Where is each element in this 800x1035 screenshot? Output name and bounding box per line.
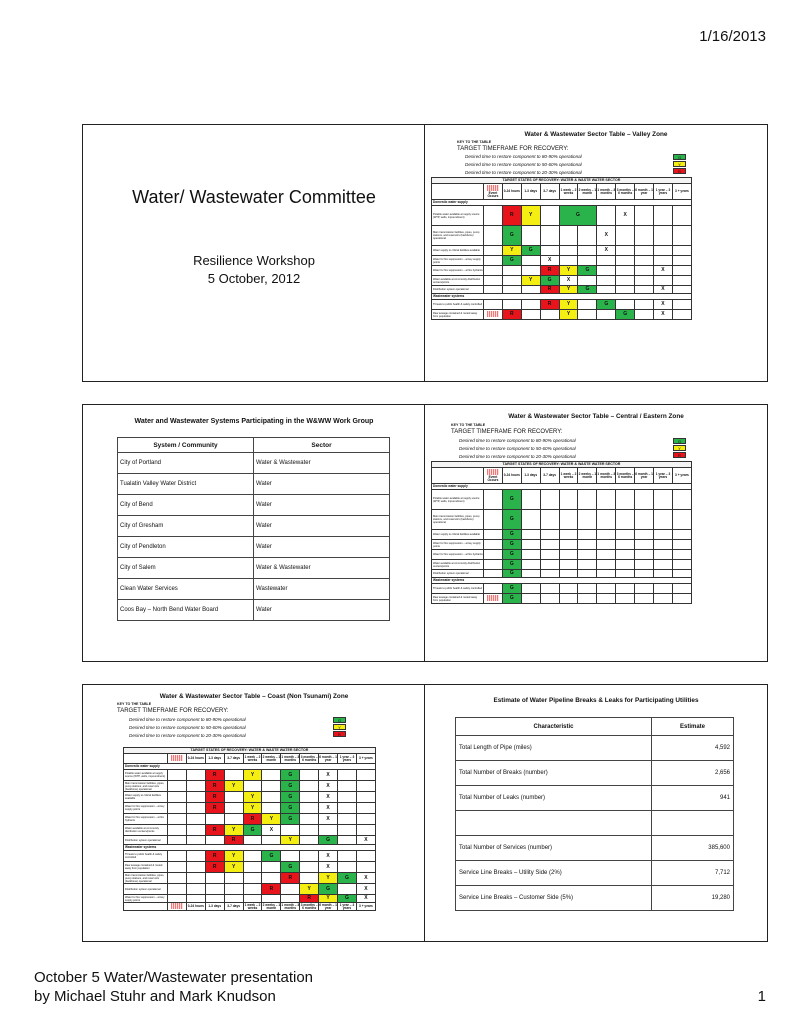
col-header: 2 weeks – 1 month [262, 754, 281, 762]
status-cell: G [578, 286, 597, 294]
status-cell: G [281, 781, 300, 792]
row-label: Water for fire suppression – at key supply points [124, 803, 168, 814]
col-header: 6 month – 1 year [635, 184, 654, 200]
col-header: 3 + years [672, 468, 691, 484]
row-label: Distribution system operational [432, 286, 484, 294]
slide-participating-systems [82, 404, 426, 662]
col-header-label: Event Occurs [487, 475, 499, 482]
status-cell: G [281, 792, 300, 803]
row-label: Water for fire suppression – at fire hydrants [432, 550, 484, 560]
slide-title-heading: Water/ Wastewater Committee [132, 187, 376, 207]
x-mark: X [319, 814, 338, 825]
row-label: Water available at community distribution centers/points [432, 276, 484, 286]
status-cell: Y [243, 792, 262, 803]
estimate: 2,656 [652, 761, 734, 786]
recovery-grid [431, 177, 692, 320]
system-sector: Water [254, 537, 390, 558]
estimate: 7,712 [652, 861, 734, 886]
status-cell: R [205, 792, 224, 803]
x-mark: X [654, 286, 673, 294]
key-line-green: Desired time to restore component to 80-90% operational [459, 438, 576, 443]
x-mark: X [319, 851, 338, 862]
col-header: 6 month – 1 year [635, 468, 654, 484]
key-line-red: Desired time to restore component to 20-30% operational [465, 170, 582, 175]
status-cell: Y [281, 836, 300, 845]
col-header: 1 year – 3 years [654, 184, 673, 200]
slide-coast-zone [82, 684, 426, 942]
col-header: 1-3 days [521, 184, 540, 200]
estimate: 385,600 [652, 836, 734, 861]
col-footer: 1 week – 2 weeks [244, 902, 261, 910]
key-swatch-green: G [673, 154, 686, 160]
slide-heading: Water and Wastewater Systems Participating in the W&WW Work Group [134, 418, 374, 425]
estimates-table [455, 717, 734, 911]
status-cell: G [502, 594, 521, 604]
status-cell: R [205, 770, 224, 781]
col-header: 2 weeks – 1 month [578, 184, 597, 200]
grid-caption: TARGET STATES OF RECOVERY: WATER & WASTE WATER SECTOR [432, 462, 692, 468]
status-cell: R [502, 310, 521, 320]
col-footer [168, 903, 187, 911]
status-cell: Y [559, 286, 578, 294]
key-line-green: Desired time to restore component to 80-90% operational [465, 154, 582, 159]
key-line-green: Desired time to restore component to 80-90% operational [129, 717, 246, 722]
table-row [118, 453, 390, 474]
row-label: Water for fire suppression – at key supply points [432, 256, 484, 266]
status-cell: Y [243, 803, 262, 814]
recovery-grid [123, 747, 376, 911]
x-mark: X [356, 895, 375, 903]
status-cell: G [319, 884, 338, 895]
col-header: 0-24 hours [502, 184, 521, 200]
col-header: 1 month – 3 months [597, 468, 616, 484]
slide-heading: Estimate of Water Pipeline Breaks & Leaks for Participating Utilities [493, 697, 699, 704]
status-cell: G [502, 226, 521, 246]
print-date: 1/16/2013 [699, 28, 766, 45]
x-mark: X [654, 266, 673, 276]
workshop-name: Resilience Workshop [193, 253, 315, 268]
status-cell: G [502, 540, 521, 550]
col-header: 1 week – 2 weeks [559, 184, 578, 200]
section-wastewater: Wastewater systems [432, 294, 692, 300]
system-sector: Water & Wastewater [254, 453, 390, 474]
page-number: 1 [757, 988, 766, 1005]
x-mark: X [356, 873, 375, 884]
status-cell: R [205, 862, 224, 873]
system-name: Tualatin Valley Water District [118, 474, 254, 495]
status-cell: G [281, 770, 300, 781]
key-line-red: Desired time to restore component to 20-30% operational [129, 733, 246, 738]
x-mark: X [597, 226, 616, 246]
table-row [118, 516, 390, 537]
key-line-yellow: Desired time to restore component to 50-60% operational [459, 446, 576, 451]
x-mark: X [654, 310, 673, 320]
x-mark: X [319, 792, 338, 803]
table-row [118, 558, 390, 579]
section-wastewater: Wastewater systems [432, 578, 692, 584]
status-cell: Y [224, 862, 243, 873]
table-row [456, 761, 734, 786]
col-header [168, 754, 187, 764]
system-name: City of Salem [118, 558, 254, 579]
estimate: 941 [652, 786, 734, 811]
system-sector: Water [254, 474, 390, 495]
status-cell: Y [521, 206, 540, 226]
table-row [456, 786, 734, 811]
col-footer: 6 month – 1 year [319, 902, 337, 910]
col-header: 3-7 days [224, 754, 243, 764]
status-cell: G [243, 825, 262, 836]
key-target: TARGET TIMEFRAME FOR RECOVERY: [117, 708, 229, 714]
status-cell: G [281, 862, 300, 873]
slide-title-subtitle [83, 252, 425, 288]
x-mark: X [654, 300, 673, 310]
x-mark: X [262, 825, 281, 836]
slide-heading: Water & Wastewater Sector Table – Valley Zone [524, 131, 668, 138]
system-sector: Water & Wastewater [254, 558, 390, 579]
col-header: 1 month – 3 months [597, 184, 616, 200]
col-header-estimate: Estimate [652, 718, 734, 736]
key-target: TARGET TIMEFRAME FOR RECOVERY: [451, 429, 563, 435]
status-cell: G [281, 814, 300, 825]
row-label: Water supply to critical facilities available [432, 530, 484, 540]
status-cell: G [262, 851, 281, 862]
workshop-date: 5 October, 2012 [207, 271, 301, 286]
col-header-system: System / Community [118, 438, 254, 453]
system-sector: Water [254, 600, 390, 621]
x-mark: X [356, 836, 375, 845]
key-swatch-yellow: Y [673, 445, 686, 451]
row-label: Water supply to critical facilities available [124, 792, 168, 803]
table-row [118, 495, 390, 516]
status-cell: G [502, 510, 521, 530]
event-stamp [487, 595, 499, 601]
grid-corner [124, 754, 168, 764]
table-row [456, 836, 734, 861]
slide-heading: Water & Wastewater Sector Table – Central / Eastern Zone [508, 413, 684, 420]
key-heading: KEY TO THE TABLE [451, 423, 486, 427]
status-cell: G [502, 530, 521, 540]
estimate [652, 811, 734, 836]
status-cell: R [502, 206, 521, 226]
col-header: 3 months – 6 months [300, 754, 318, 762]
row-label: Raw sewage contained & routed away from population [124, 862, 168, 873]
status-cell: G [616, 310, 635, 320]
row-label: Potable water available at supply source (WTP, wells, impoundment) [124, 770, 168, 781]
status-cell: Y [319, 873, 338, 884]
systems-table [117, 437, 390, 621]
col-header: 1 week – 2 weeks [244, 754, 261, 762]
grid-caption: TARGET STATES OF RECOVERY: WATER & WASTE WATER SECTOR [432, 178, 692, 184]
status-cell: G [502, 584, 521, 594]
section-domestic: Domestic water supply [432, 200, 692, 206]
col-header: 0-24 hours [502, 468, 521, 484]
col-header: 1 month – 3 months [281, 754, 300, 762]
status-cell: Y [559, 300, 578, 310]
section-domestic: Domestic water supply [124, 764, 376, 770]
col-header [484, 468, 503, 484]
status-cell: R [300, 895, 319, 903]
key-line-yellow: Desired time to restore component to 50-60% operational [129, 725, 246, 730]
grid-corner [432, 468, 484, 484]
system-sector: Wastewater [254, 579, 390, 600]
col-header: 3 months – 6 months [616, 468, 635, 484]
status-cell: G [540, 276, 559, 286]
status-cell: R [205, 803, 224, 814]
row-label: Water for fire suppression – at key supply points [432, 540, 484, 550]
status-cell: R [243, 814, 262, 825]
table-row [456, 811, 734, 836]
status-cell: G [559, 206, 597, 226]
status-cell: Y [224, 825, 243, 836]
row-label: Potable water available at supply source (WTP, wells, impoundment) [432, 490, 484, 510]
col-header: 1-3 days [521, 468, 540, 484]
col-header: 3-7 days [540, 184, 559, 200]
grid-corner [124, 903, 168, 911]
characteristic: Service Line Breaks – Customer Side (5%) [456, 886, 652, 911]
col-header: 3-7 days [540, 468, 559, 484]
row-label: Water available at community distribution centers/points [124, 825, 168, 836]
status-cell: Y [224, 851, 243, 862]
table-row [118, 474, 390, 495]
x-mark: X [597, 246, 616, 256]
table-row [118, 579, 390, 600]
status-cell: Y [224, 781, 243, 792]
key-swatch-red: R [333, 731, 346, 737]
status-cell: G [338, 895, 357, 903]
table-row [456, 736, 734, 761]
status-cell: G [502, 570, 521, 578]
status-cell: G [502, 490, 521, 510]
status-cell: R [281, 873, 300, 884]
col-footer: 1 year – 3 years [338, 903, 357, 911]
event-stamp [171, 755, 183, 761]
table-row [456, 886, 734, 911]
status-cell: Y [502, 246, 521, 256]
system-name: City of Pendleton [118, 537, 254, 558]
col-header-label: Event Occurs [487, 191, 499, 198]
event-stamp [171, 903, 183, 909]
table-row [118, 600, 390, 621]
status-cell: Y [559, 266, 578, 276]
col-footer: 3 months – 6 months [300, 902, 318, 910]
system-name: Clean Water Services [118, 579, 254, 600]
col-footer: 1-3 days [205, 903, 224, 911]
status-cell: G [319, 836, 338, 845]
row-label: Water supply to critical facilities available [432, 246, 484, 256]
col-header: 1 week – 2 weeks [559, 468, 578, 484]
row-label: Distribution system operational [432, 570, 484, 578]
col-header: 1 year – 3 years [654, 468, 673, 484]
row-label: Distribution system operational [124, 836, 168, 845]
x-mark: X [559, 276, 578, 286]
col-header: 6 month – 1 year [319, 754, 337, 762]
system-name: City of Bend [118, 495, 254, 516]
col-footer: 0-24 hours [186, 903, 205, 911]
characteristic [456, 811, 652, 836]
event-stamp [487, 311, 499, 317]
section-domestic: Domestic water supply [432, 484, 692, 490]
system-name: City of Portland [118, 453, 254, 474]
characteristic: Service Line Breaks – Utility Side (2%) [456, 861, 652, 886]
status-cell: G [597, 300, 616, 310]
col-header: 0-24 hours [186, 754, 205, 764]
row-label: Distribution system operational [124, 884, 168, 895]
key-heading: KEY TO THE TABLE [457, 140, 492, 144]
status-cell: G [281, 803, 300, 814]
row-label: Raw sewage contained & routed away from population [432, 310, 484, 320]
row-label: Main transmission facilities, pipes, pump stations, and reservoirs (backbone) operational [124, 873, 168, 884]
x-mark: X [319, 862, 338, 873]
characteristic: Total Length of Pipe (miles) [456, 736, 652, 761]
status-cell: Y [300, 884, 319, 895]
system-name: City of Gresham [118, 516, 254, 537]
col-header: 3 months – 6 months [616, 184, 635, 200]
x-mark: X [540, 256, 559, 266]
footer-line-1: October 5 Water/Wastewater presentation [34, 969, 314, 986]
status-cell: R [205, 825, 224, 836]
col-header: 3 + years [356, 754, 375, 764]
row-label: Main transmission facilities, pipes, pump stations, and reservoirs (backbone) operational [432, 510, 484, 530]
col-header: 3 + years [672, 184, 691, 200]
col-header: 2 weeks – 1 month [578, 468, 597, 484]
grid-caption: TARGET STATES OF RECOVERY: WATER & WASTE WATER SECTOR [124, 748, 376, 754]
status-cell: R [540, 266, 559, 276]
slide-valley-zone [424, 124, 768, 382]
key-target: TARGET TIMEFRAME FOR RECOVERY: [457, 146, 569, 152]
status-cell: Y [319, 895, 338, 903]
status-cell: R [205, 781, 224, 792]
system-name: Coos Bay – North Bend Water Board [118, 600, 254, 621]
col-header [484, 184, 503, 200]
slide-title [82, 124, 426, 382]
footer-line-2: by Michael Stuhr and Mark Knudson [34, 988, 276, 1005]
estimate: 4,592 [652, 736, 734, 761]
status-cell: G [578, 266, 597, 276]
status-cell: R [540, 300, 559, 310]
status-cell: G [502, 550, 521, 560]
col-footer: 3-7 days [224, 903, 243, 911]
x-mark: X [319, 770, 338, 781]
key-line-yellow: Desired time to restore component to 50-60% operational [465, 162, 582, 167]
col-footer: 2 weeks – 1 month [262, 902, 281, 910]
status-cell: G [502, 256, 521, 266]
key-swatch-green: G [673, 438, 686, 444]
row-label: Main transmission facilities, pipes, pump stations, and reservoirs (backbone) operational [124, 781, 168, 792]
table-row [456, 861, 734, 886]
slide-heading: Water & Wastewater Sector Table – Coast (Non Tsunami) Zone [159, 693, 349, 700]
status-cell: G [338, 873, 357, 884]
row-label: Threats to public health & safety controlled [432, 584, 484, 594]
key-swatch-yellow: Y [673, 161, 686, 167]
key-swatch-red: R [673, 168, 686, 174]
characteristic: Total Number of Services (number) [456, 836, 652, 861]
status-cell: R [262, 884, 281, 895]
status-cell: G [521, 246, 540, 256]
col-header: 1-3 days [205, 754, 224, 764]
key-line-red: Desired time to restore component to 20-30% operational [459, 454, 576, 459]
row-label: Raw sewage contained & routed away from population [432, 594, 484, 604]
row-label: Main transmission facilities, pipes, pump stations, and reservoirs (backbone) operational [432, 226, 484, 246]
x-mark: X [319, 781, 338, 792]
status-cell: Y [559, 310, 578, 320]
row-label: Threats to public health & safety controlled [124, 851, 168, 862]
status-cell: R [540, 286, 559, 294]
col-header: 1 year – 3 years [338, 754, 357, 764]
row-label: Water for fire suppression – at fire hydrants [432, 266, 484, 276]
system-sector: Water [254, 495, 390, 516]
characteristic: Total Number of Breaks (number) [456, 761, 652, 786]
recovery-grid [431, 461, 692, 604]
x-mark: X [356, 884, 375, 895]
key-swatch-red: R [673, 452, 686, 458]
row-label: Water for fire suppression – at fire hydrants [124, 814, 168, 825]
row-label: Water available at community distribution centers/points [432, 560, 484, 570]
row-label: Potable water available at supply source (WTP, wells, impoundment) [432, 206, 484, 226]
slide-pipeline-estimates [424, 684, 768, 942]
key-swatch-yellow: Y [333, 724, 346, 730]
x-mark: X [616, 206, 635, 226]
status-cell: Y [262, 814, 281, 825]
col-header-characteristic: Characteristic [456, 718, 652, 736]
col-header-sector: Sector [254, 438, 390, 453]
grid-corner [432, 184, 484, 200]
col-footer: 1 month – 3 months [281, 902, 300, 910]
key-swatch-green: G [333, 717, 346, 723]
handout-footer [34, 968, 313, 1006]
col-footer: 3 + years [356, 903, 375, 911]
status-cell: G [502, 560, 521, 570]
system-sector: Water [254, 516, 390, 537]
table-row [118, 537, 390, 558]
estimate: 19,280 [652, 886, 734, 911]
row-label: Water for fire suppression – at key supply points [124, 895, 168, 903]
status-cell: Y [521, 276, 540, 286]
x-mark: X [319, 803, 338, 814]
key-heading: KEY TO THE TABLE [117, 702, 152, 706]
status-cell: R [224, 836, 243, 845]
row-label: Threats to public health & safety controlled [432, 300, 484, 310]
slide-central-eastern-zone [424, 404, 768, 662]
status-cell: R [205, 851, 224, 862]
section-wastewater: Wastewater systems [124, 845, 376, 851]
status-cell: Y [243, 770, 262, 781]
characteristic: Total Number of Leaks (number) [456, 786, 652, 811]
